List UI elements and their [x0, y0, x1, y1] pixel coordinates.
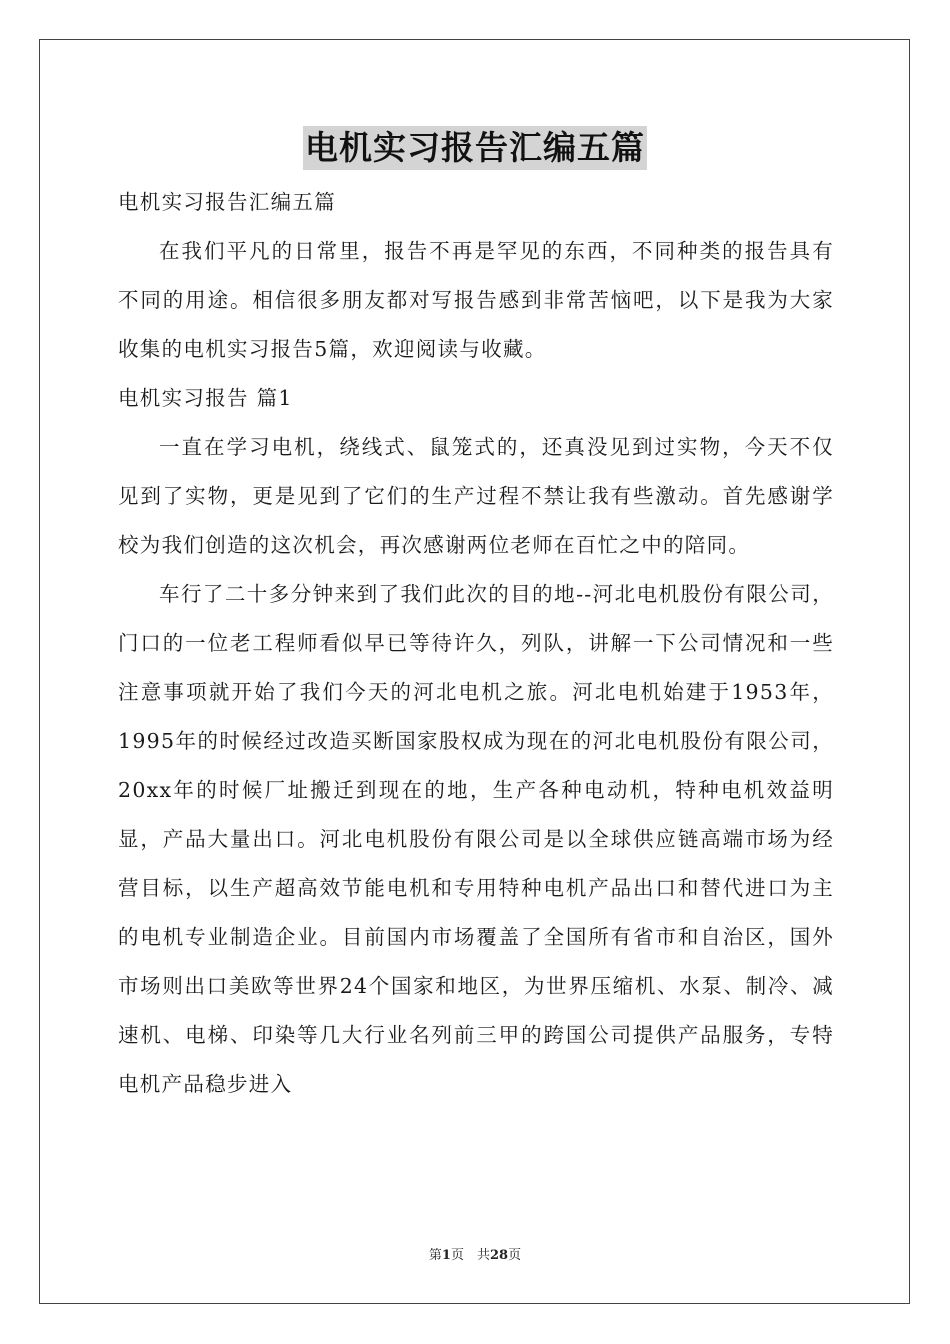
page-total: 28	[489, 1248, 509, 1263]
title-area	[0, 126, 950, 170]
body-paragraph: 车行了二十多分钟来到了我们此次的目的地--河北电机股份有限公司，门口的一位老工程师看似早已等待许久，列队，讲解一下公司情况和一些注意事项就开始了我们今天的河北电机之旅。河北电机始建于1953年，1995年的时候经过改造买断国家股权成为现在的河北电机股份有限公司，20xx年的时候厂址搬迁到现在的地，生产各种电动机，特种电机效益明显，产品大量出口。河北电机股份有限公司是以全球供应链高端市场为经营目标，以生产超高效节能电机和专用特种电机产品出口和替代进口为主的电机专业制造企业。目前国内市场覆盖了全国所有省市和自治区，国外市场则出口美欧等世界24个国家和地区，为世界压缩机、水泵、制冷、减速机、电梯、印染等几大行业名列前三甲的跨国公司提供产品服务，专特电机产品稳步进入	[118, 582, 834, 1096]
page-prefix: 第	[428, 1248, 442, 1263]
body-paragraph: 一直在学习电机，绕线式、鼠笼式的，还真没见到过实物，今天不仅见到了实物，更是见到了它们的生产过程不禁让我有些激动。首先感谢学校为我们创造的这次机会，再次感谢两位老师在百忙之中的陪同。	[118, 435, 834, 557]
intro-paragraph: 在我们平凡的日常里，报告不再是罕见的东西，不同种类的报告具有不同的用途。相信很多朋友都对写报告感到非常苦恼吧，以下是我为大家收集的电机实习报告5篇，欢迎阅读与收藏。	[118, 239, 834, 361]
document-title: 电机实习报告汇编五篇	[303, 126, 647, 170]
page-mid: 页 共	[450, 1248, 490, 1263]
page-footer	[0, 1244, 950, 1263]
document-body	[118, 178, 834, 1109]
page-suffix: 页	[508, 1248, 522, 1263]
document-subtitle: 电机实习报告汇编五篇	[118, 190, 336, 214]
section-heading: 电机实习报告 篇1	[118, 386, 293, 410]
page-current: 1	[441, 1248, 451, 1263]
